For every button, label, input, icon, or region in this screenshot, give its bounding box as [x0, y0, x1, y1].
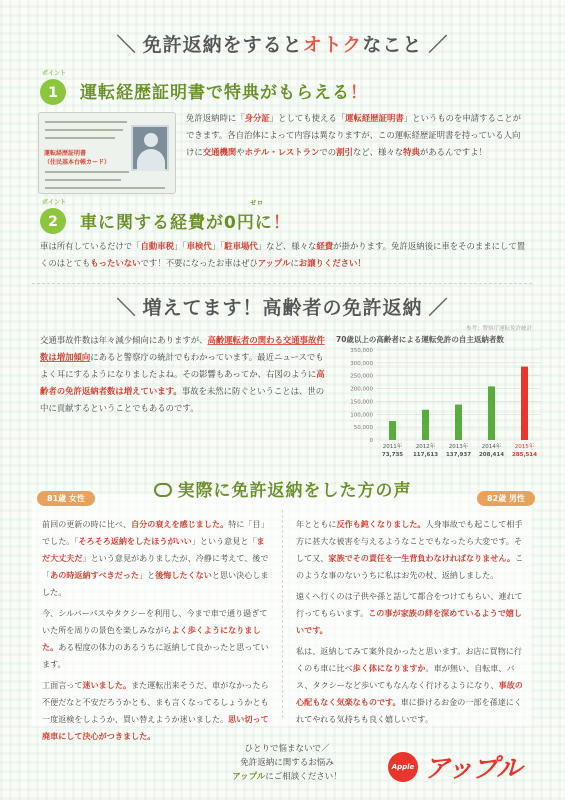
voice-column-right	[296, 516, 526, 732]
voice-text: 私は、返納してみて案外良かったと思います。お店に買物に行くのも車に比べ	[296, 646, 522, 673]
title-slash-left: ＼	[116, 34, 137, 56]
voice-column-separator	[282, 510, 283, 718]
title2-slash-right: ／	[428, 297, 449, 319]
voice-text: 今、シルバーパスやタクシーを利用し、今まで車で通り過ぎていた所を周りの景色を楽しみながら	[42, 608, 268, 635]
chart-ytick-label: 0	[369, 438, 373, 444]
chart-bar	[389, 421, 396, 440]
second-title-text: 増えてます！高齢者の免許返納	[142, 297, 423, 319]
chart-ytick-label: 250,000	[350, 373, 373, 380]
section1-heading-mark: ！	[350, 83, 368, 103]
chart-source: 参考：警察庁運転免許統計	[465, 326, 532, 332]
returned-licenses-chart	[336, 324, 546, 464]
apple-logo-text: アップル	[424, 754, 522, 784]
section2-heading	[80, 200, 291, 233]
voice-highlight: 後悔したくない	[155, 570, 212, 580]
voice-paragraph	[296, 516, 526, 584]
voice-paragraph	[296, 643, 526, 728]
section1-heading	[80, 78, 368, 103]
main-title-highlight: オトク	[302, 34, 363, 56]
footer-brand: アップル	[232, 772, 266, 782]
chart-xtick-label: 2012年	[415, 444, 436, 450]
chart-bar	[521, 367, 528, 440]
voice-text: ある程度の体力のあるうちに返納して良かったと思っています。	[42, 642, 269, 669]
voice-highlight: 歩く体になりますか	[352, 663, 426, 673]
section2-heading-text: 車に関する経費が0円に	[80, 213, 273, 233]
voice-text: 工面言って	[42, 680, 83, 690]
point-badge-1	[40, 70, 67, 105]
point-number-2: 2	[48, 214, 58, 230]
voice-paragraph	[42, 516, 272, 601]
voice-tag-female: 81歳 女性	[37, 491, 95, 506]
chart-value-label: 208,414	[478, 452, 505, 458]
voice-tag-male: 82歳 男性	[477, 491, 535, 506]
voices-title-text: 実際に免許返納をした方の声	[177, 481, 412, 501]
card-line	[45, 179, 121, 181]
chart-xtick-label: 2013年	[448, 444, 469, 450]
chart-bar	[455, 405, 462, 440]
voice-text: 」という意見がありましたが、冷静に考えて、後で「	[42, 553, 269, 580]
voice-text: 遠くへ行くのは子供や孫と話して都合をつけてもらい、連れて行ってもらいます。	[296, 591, 523, 618]
point-kicker-1: ポイント	[42, 70, 67, 77]
card-line	[45, 171, 129, 173]
chart-title: 70歳以上の高齢者による運転免許の自主返納者数	[336, 335, 504, 344]
apple-logo-icon: Apple	[388, 752, 418, 782]
card-label-line-2: （住民基本台帳カード）	[44, 159, 111, 166]
chart-ytick-label: 100,000	[350, 412, 373, 419]
voice-text: また運転出来そうだ、車がなかったら不便だなと不安だろうかとも、まも言くなってるしょうかとも一度返検をしようか、買い替えようか迷いました。	[42, 680, 269, 724]
voice-text: このような事のないうちに私はお先の杖、返納しました。	[296, 553, 524, 580]
footer-message	[222, 742, 352, 784]
voice-paragraph	[296, 588, 526, 639]
voice-highlight: 家族でその責任を一生背負わなければなりません。	[328, 553, 516, 563]
section1-heading-text: 運転経歴証明書で特典がもらえる	[80, 83, 350, 103]
voice-highlight: あの時返納すべきだった	[50, 570, 139, 580]
chart-bar	[488, 386, 495, 440]
chart-xtick-label: 2011年	[382, 444, 403, 450]
point-kicker-2: ポイント	[42, 199, 67, 206]
footer-line-3: にご相談ください！	[265, 772, 342, 782]
voice-highlight: 自分の衰えを感じました。	[131, 519, 229, 529]
card-label-line-1: 運転経歴証明書	[44, 150, 87, 157]
chart-value-label: 285,514	[511, 452, 538, 458]
chart-value-label: 117,613	[412, 452, 439, 458]
chart-xtick-label: 2014年	[481, 444, 502, 450]
voice-text: 」と	[138, 570, 156, 580]
voice-paragraph	[42, 677, 272, 745]
card-line	[45, 137, 115, 139]
chart-svg	[336, 344, 546, 464]
voice-highlight: そろそろ返納をしたほうがいい	[78, 536, 192, 546]
chart-ytick-label: 150,000	[350, 399, 373, 406]
speech-bubble-icon	[154, 483, 172, 497]
title-slash-right: ／	[428, 34, 449, 56]
voice-text: 車に掛けるお金の一部を孫達にくれてやれる気持ちも良く嬉しいです。	[296, 697, 522, 724]
voice-text: 特に「目」でした。「	[42, 519, 269, 546]
voice-highlight: よく歩くようになりました。	[42, 625, 261, 652]
second-title	[0, 293, 565, 320]
main-title-pre: 免許返納をすると	[142, 34, 303, 56]
point-badge-2	[40, 199, 67, 234]
card-line	[45, 129, 123, 131]
point-number-1: 1	[48, 85, 58, 101]
voice-highlight: まだ大丈夫だ	[42, 536, 265, 563]
section-divider	[32, 283, 532, 284]
footer-line-2: 免許返納に関するお悩み	[240, 758, 334, 768]
footer-line-1: ひとりで悩まないで／	[244, 744, 330, 754]
voice-paragraph	[42, 605, 272, 673]
photo-head	[144, 133, 158, 147]
chart-bar	[422, 410, 429, 440]
voice-text: と思い決心しました。	[42, 570, 269, 597]
voice-text: 年とともに	[296, 519, 337, 529]
chart-value-label: 137,937	[445, 452, 472, 458]
card-line	[45, 121, 127, 123]
voice-text: 」という意見と「	[191, 536, 257, 546]
chart-xtick-label: 2015年	[514, 444, 535, 450]
voice-highlight: 反作も鈍くなりました。	[336, 519, 426, 529]
section2-paragraph: 車は所有しているだけで「自動車税」「車検代」「駐車場代」など、様々な経費が掛かります。免許返納後に車をそのままにして置くのはとてももったいないです！不要になったお車はぜひアップルにお譲りください！	[40, 241, 526, 268]
main-title	[0, 30, 565, 57]
chart-ytick-label: 300,000	[350, 360, 373, 367]
section2-ruby: ゼロ	[250, 200, 265, 207]
chart-ytick-label: 50,000	[353, 425, 373, 432]
apple-logo	[388, 748, 538, 788]
card-line	[45, 187, 165, 189]
voice-text: 。車が無い、自転車、バス、タクシーなど歩いてもなんなく行けるようになり、	[296, 663, 515, 690]
chart-ytick-label: 350,000	[350, 348, 373, 354]
chart-value-label: 73,735	[381, 452, 404, 458]
chart-ytick-label: 200,000	[350, 386, 373, 393]
section3-paragraph: 交通事故件数は年々減少傾向にありますが、高齢運転者の関わる交通事故件数は増加傾向にあると警察庁の統計でもわかっています。最近ニュースでもよく耳にするようになりましたよね。その影響もあってか、右図のように高齢者の免許返納者数は増えています。事故を未然に防ぐということは、世の中に貢献するということでもあるのです。	[40, 335, 325, 413]
voice-text: 前回の更新の時に比べ、	[42, 519, 132, 529]
voice-text: 人身事故でも起こして相手方に甚大な被害を与えるようなことでもなったら大変です。そして又、	[296, 519, 523, 563]
card-photo-placeholder-icon	[131, 125, 169, 171]
section2-heading-mark: ！	[272, 213, 291, 233]
main-title-post: なこと	[362, 34, 423, 56]
section1-paragraph: 免許返納時に「身分証」としても使える「運転経歴証明書」というものを申請することができます。各自治体によって内容は異なりますが、この運転経歴証明書を持っている人向けに交通機関やホテル・レストランでの割引など、様々な特典があるんですよ！	[186, 113, 521, 157]
driving-history-card-illustration	[38, 112, 176, 194]
voice-highlight: 迷いました。	[82, 680, 132, 690]
voice-highlight: 思い切って廃車にして決心がつきました。	[42, 714, 269, 741]
voice-highlight: 事故の心配もなく気楽なものです。	[296, 680, 523, 707]
voice-column-left	[42, 516, 272, 749]
card-label	[44, 149, 134, 167]
voice-highlight: この事が家族の絆を深めているようで嬉しいです。	[296, 608, 522, 635]
title2-slash-left: ＼	[116, 297, 137, 319]
photo-body	[137, 149, 165, 171]
